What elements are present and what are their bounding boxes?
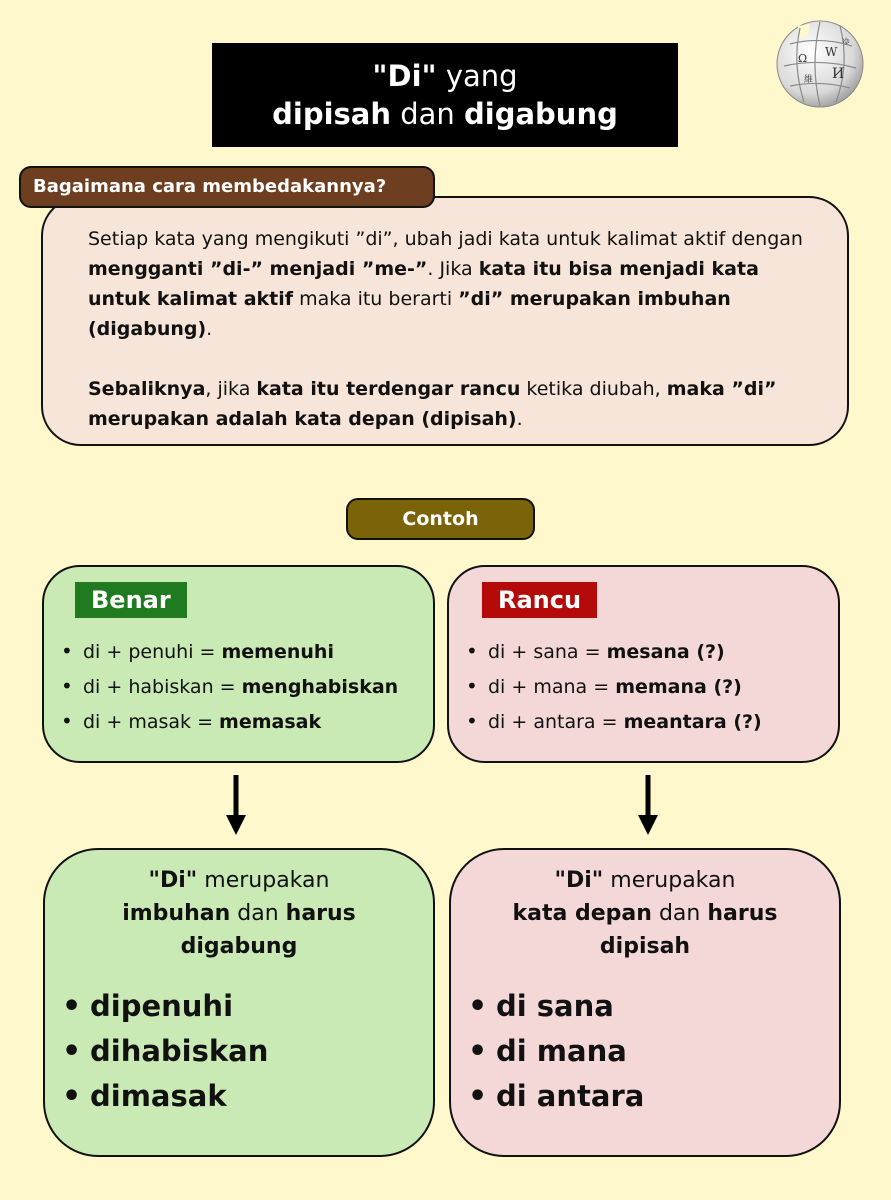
svg-text:ゆ: ゆ xyxy=(842,37,850,46)
bold-text: dipisah xyxy=(599,934,691,959)
list-item: • di antara xyxy=(468,1074,644,1119)
bold-text: kata depan xyxy=(512,901,652,926)
rancu-example-list xyxy=(466,634,762,739)
text: dan xyxy=(230,901,286,926)
list-item: • di + antara = meantara (?) xyxy=(466,704,762,739)
bold-text: maka ”di” merupakan adalah kata depan (dipisah) xyxy=(88,378,777,430)
wikipedia-globe-icon xyxy=(770,14,870,109)
text: dan xyxy=(651,901,708,926)
explanation-box xyxy=(41,196,849,446)
bold-text: ”di” merupakan imbuhan (digabung) xyxy=(88,288,731,340)
benar-result-list xyxy=(62,984,268,1119)
svg-text:И: И xyxy=(832,66,845,82)
rancu-result-list xyxy=(468,984,644,1119)
explanation-paragraph-1 xyxy=(88,224,817,344)
bold-text: digabung xyxy=(180,934,298,959)
bold-text: harus xyxy=(707,901,778,926)
text: , jika xyxy=(205,378,257,400)
text: . xyxy=(206,318,213,340)
rancu-label: Rancu xyxy=(482,582,597,618)
bold-text: mengganti ”di-” menjadi ”me-” xyxy=(88,258,428,280)
bold-text: kata itu terdengar rancu xyxy=(256,378,521,400)
text: merupakan xyxy=(603,868,736,893)
benar-result-box xyxy=(43,848,435,1157)
explanation-paragraph-2 xyxy=(88,374,817,434)
rancu-result-box xyxy=(449,848,841,1157)
svg-text:維: 維 xyxy=(804,75,814,85)
bold-text: Sebaliknya xyxy=(88,378,206,400)
benar-example-list xyxy=(61,634,398,739)
bold-text: imbuhan xyxy=(122,901,231,926)
text: maka itu berarti xyxy=(293,288,459,310)
rancu-result-heading xyxy=(451,864,839,963)
arrow-down-icon xyxy=(224,775,248,835)
benar-label: Benar xyxy=(75,582,187,618)
svg-text:W: W xyxy=(825,45,838,59)
svg-text:Ω: Ω xyxy=(798,52,808,65)
bold-text: harus xyxy=(285,901,356,926)
title-line-1: "Di" yang xyxy=(372,59,518,93)
arrow-down-icon xyxy=(636,775,660,835)
list-item: • di + habiskan = menghabiskan xyxy=(61,669,398,704)
text: ketika diubah, xyxy=(520,378,667,400)
question-tab: Bagaimana cara membedakannya? xyxy=(19,166,435,208)
title-line-2: dipisah dan digabung xyxy=(272,97,618,131)
bold-text: "Di" xyxy=(554,868,604,893)
benar-result-heading xyxy=(45,864,433,963)
list-item: • di + masak = memasak xyxy=(61,704,398,739)
list-item: • di + mana = memana (?) xyxy=(466,669,762,704)
bold-text: kata itu bisa menjadi kata untuk kalimat aktif xyxy=(88,258,759,310)
bold-text: "Di" xyxy=(148,868,198,893)
text: Setiap kata yang mengikuti ”di”, ubah jadi kata untuk kalimat aktif dengan xyxy=(88,228,803,250)
text: merupakan xyxy=(197,868,330,893)
text: . xyxy=(516,408,523,430)
list-item: • di sana xyxy=(468,984,644,1029)
benar-example-box xyxy=(42,565,435,763)
rancu-example-box xyxy=(447,565,840,763)
list-item: • di + sana = mesana (?) xyxy=(466,634,762,669)
list-item: • dimasak xyxy=(62,1074,268,1119)
contoh-label: Contoh xyxy=(346,498,535,540)
list-item: • dihabiskan xyxy=(62,1029,268,1074)
text: . Jika xyxy=(427,258,479,280)
list-item: • dipenuhi xyxy=(62,984,268,1029)
list-item: • di + penuhi = memenuhi xyxy=(61,634,398,669)
title-banner xyxy=(212,43,678,147)
list-item: • di mana xyxy=(468,1029,644,1074)
